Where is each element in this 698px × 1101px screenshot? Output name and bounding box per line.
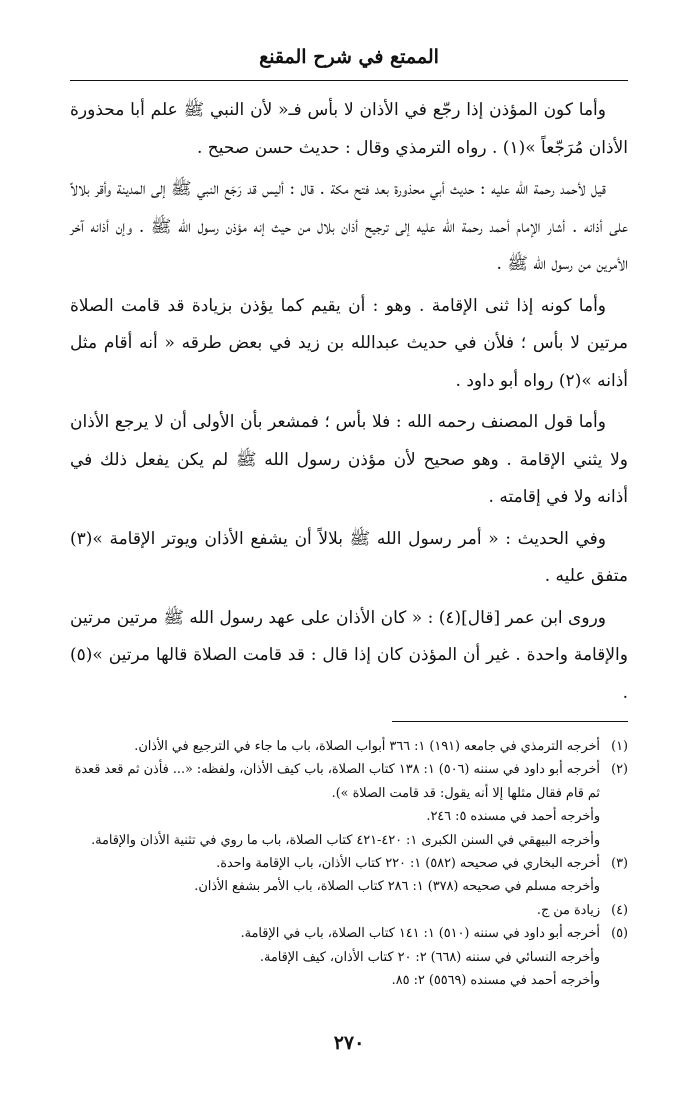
footnote-line: وأخرجه البيهقي في السنن الكبرى ١: ٤٢٠-٤٢١ كتاب الصلاة، باب ما روي في تثنية الأذان والإقامة. — [91, 832, 600, 848]
footnote-number: (١) — [611, 739, 628, 754]
footnote-4 — [70, 899, 628, 922]
footnote-number: (٤) — [611, 902, 628, 918]
main-text — [70, 92, 628, 712]
footnote-line: أخرجه أبو داود في سننه (٥١٠) ١: ١٤١ كتاب الصلاة، باب في الإقامة. — [240, 926, 600, 942]
footnote-line: أخرجه أبو داود في سننه (٥٠٦) ١: ١٣٨ كتاب الصلاة، باب كيف الأذان، ولفظه: «... فأذن ثم قعد قعدة — [74, 762, 600, 778]
footnote-line: ثم قام فقال مثلها إلا أنه يقول: قد قامت الصلاة »). — [331, 785, 600, 801]
footnotes — [70, 735, 628, 992]
paragraph: قيل لأحمد رحمة الله عليه : حديث أبي محذورة بعد فتح مكة . قال : أليس قد رَجَع النبي ﷺ إلى المدينة وأقر بلالاً على أذانه . أشار الإمام أحمد رحمة الله عليه إلى ترجيح أذان بلال من حيث إنه مؤذن رسول الله ﷺ . وإن أذانه آخر الأمرين من رسول الله ﷺ . — [70, 179, 628, 274]
paragraph: وأما كونه إذا ثنى الإقامة . وهو : أن يقيم كما يؤذن بزيادة قد قامت الصلاة مرتين لا بأس ؛ فلأن في حديث عبدالله بن زيد في بعض طرقه « أنه أقام مثل أذانه »(٢) رواه أبو داود . — [70, 295, 628, 391]
paragraph: وأما كون المؤذن إذا رجّع في الأذان لا بأس فـ« لأن النبي ﷺ علم أبا محذورة الأذان مُرَجّعاً »(١) . رواه الترمذي وقال : حديث حسن صحيح . — [70, 100, 628, 158]
footnote-line: وأخرجه أحمد في مسنده ٥: ٢٤٦. — [426, 809, 600, 825]
footnote-number: (٥) — [611, 926, 628, 942]
footnote-line: وأخرجه أحمد في مسنده (٥٥٦٩) ٢: ٨٥. — [391, 973, 600, 989]
footnote-line: وأخرجه مسلم في صحيحه (٣٧٨) ١: ٢٨٦ كتاب الصلاة، باب الأمر بشفع الأذان. — [194, 879, 600, 895]
paragraph: وأما قول المصنف رحمه الله : فلا بأس ؛ فمشعر بأن الأولى أن لا يرجع الأذان ولا يثني الإقامة . وهو صحيح لأن مؤذن رسول الله ﷺ لم يكن يفعل ذلك في أذانه ولا في إقامته . — [70, 412, 628, 507]
footnote-line: أخرجه الترمذي في جامعه (١٩١) ١: ٣٦٦ أبواب الصلاة، باب ما جاء في الترجيع في الأذان. — [134, 739, 600, 754]
page-number: ٢٧٠ — [333, 1032, 365, 1054]
footnote-5 — [70, 922, 628, 992]
header-divider — [70, 80, 628, 81]
running-header: الممتع في شرح المقنع — [259, 46, 439, 68]
paragraph: وفي الحديث : « أمر رسول الله ﷺ بلالاً أن يشفع الأذان ويوتر الإقامة »(٣) متفق عليه . — [70, 528, 628, 586]
footnote-line: أخرجه البخاري في صحيحه (٥٨٢) ١: ٢٢٠ كتاب الأذان، باب الإقامة واحدة. — [216, 856, 600, 872]
footnote-line: زيادة من ج. — [536, 902, 600, 918]
footnote-3 — [70, 852, 628, 899]
footnote-line: وأخرجه النسائي في سننه (٦٦٨) ٢: ٢٠ كتاب الأذان، كيف الإقامة. — [259, 949, 600, 965]
footnote-number: (٢) — [611, 762, 628, 778]
footnote-divider — [392, 721, 628, 722]
footnote-2 — [70, 758, 628, 852]
footnote-1 — [70, 735, 628, 758]
paragraph: وروى ابن عمر [قال](٤) : « كان الأذان على عهد رسول الله ﷺ مرتين مرتين والإقامة واحدة . غير أن المؤذن كان إذا قال : قد قامت الصلاة قالها مرتين »(٥) . — [70, 607, 628, 703]
footnote-number: (٣) — [611, 856, 628, 872]
